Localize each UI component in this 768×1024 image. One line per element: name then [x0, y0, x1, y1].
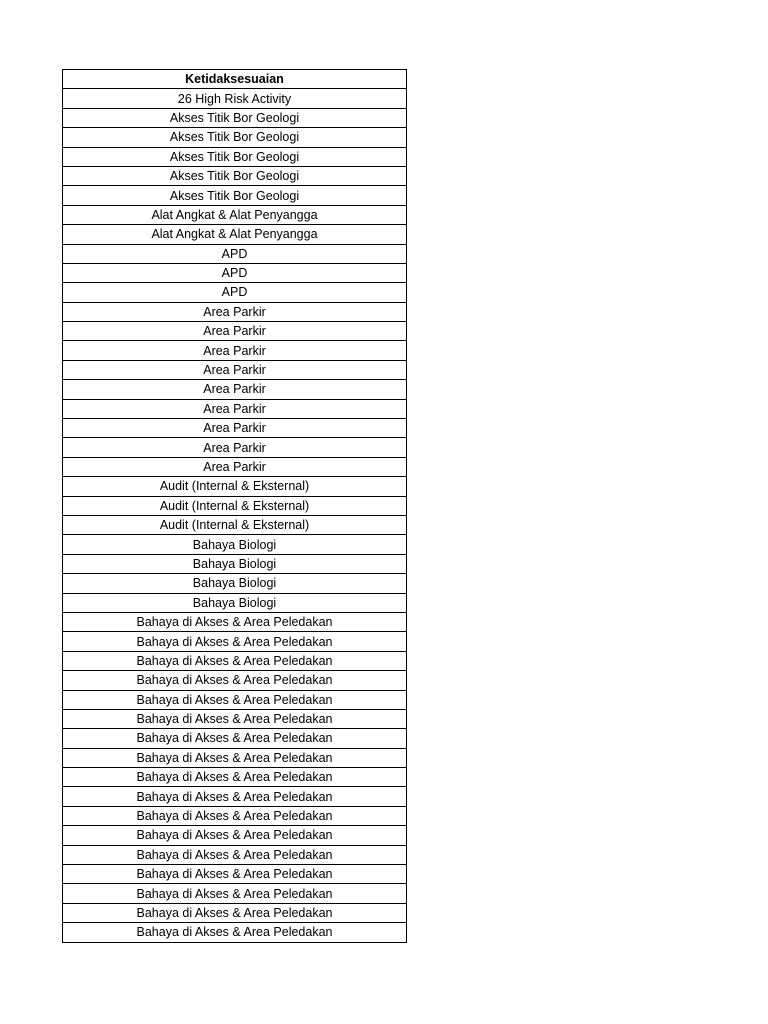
table-cell: Bahaya di Akses & Area Peledakan	[63, 884, 407, 903]
table-cell: Alat Angkat & Alat Penyangga	[63, 225, 407, 244]
table-row	[63, 923, 407, 942]
table-row	[63, 205, 407, 224]
table-row	[63, 612, 407, 631]
table-row	[63, 651, 407, 670]
table-row	[63, 535, 407, 554]
table-row	[63, 186, 407, 205]
table-cell: Bahaya di Akses & Area Peledakan	[63, 612, 407, 631]
table-row	[63, 108, 407, 127]
table-cell: 26 High Risk Activity	[63, 89, 407, 108]
table-cell: APD	[63, 283, 407, 302]
table-cell: Akses Titik Bor Geologi	[63, 147, 407, 166]
table-header-row	[63, 70, 407, 89]
table-row	[63, 244, 407, 263]
table-cell: Bahaya di Akses & Area Peledakan	[63, 651, 407, 670]
table-row	[63, 263, 407, 282]
table-row	[63, 457, 407, 476]
table-row	[63, 884, 407, 903]
table-cell: Area Parkir	[63, 322, 407, 341]
table-cell: Area Parkir	[63, 419, 407, 438]
table-cell: Area Parkir	[63, 302, 407, 321]
table-cell: Area Parkir	[63, 380, 407, 399]
table-cell: Akses Titik Bor Geologi	[63, 128, 407, 147]
table-cell: Bahaya di Akses & Area Peledakan	[63, 671, 407, 690]
table-cell: Bahaya di Akses & Area Peledakan	[63, 903, 407, 922]
table-cell: Bahaya di Akses & Area Peledakan	[63, 787, 407, 806]
table-row	[63, 729, 407, 748]
table-cell: Bahaya Biologi	[63, 593, 407, 612]
table-row	[63, 768, 407, 787]
table-cell: Audit (Internal & Eksternal)	[63, 477, 407, 496]
table-row	[63, 671, 407, 690]
table-row	[63, 826, 407, 845]
table-row	[63, 477, 407, 496]
table-cell: Bahaya Biologi	[63, 574, 407, 593]
table-row	[63, 903, 407, 922]
table-row	[63, 360, 407, 379]
table-row	[63, 147, 407, 166]
table-row	[63, 128, 407, 147]
table-cell: Audit (Internal & Eksternal)	[63, 496, 407, 515]
table-row	[63, 865, 407, 884]
table-row	[63, 554, 407, 573]
table-cell: Area Parkir	[63, 341, 407, 360]
table-row	[63, 302, 407, 321]
table-row	[63, 399, 407, 418]
table-cell: Bahaya di Akses & Area Peledakan	[63, 690, 407, 709]
table-cell: Bahaya di Akses & Area Peledakan	[63, 826, 407, 845]
table-row	[63, 806, 407, 825]
table-row	[63, 89, 407, 108]
table-cell: APD	[63, 263, 407, 282]
table-row	[63, 574, 407, 593]
table-cell: Area Parkir	[63, 457, 407, 476]
table-cell: Area Parkir	[63, 360, 407, 379]
table-row	[63, 787, 407, 806]
table-row	[63, 225, 407, 244]
table-cell: Akses Titik Bor Geologi	[63, 108, 407, 127]
table-row	[63, 593, 407, 612]
table-row	[63, 632, 407, 651]
table-cell: Bahaya di Akses & Area Peledakan	[63, 729, 407, 748]
spreadsheet-page	[62, 69, 407, 943]
table-row	[63, 341, 407, 360]
table-row	[63, 322, 407, 341]
table-cell: Alat Angkat & Alat Penyangga	[63, 205, 407, 224]
column-header-ketidaksesuaian: Ketidaksesuaian	[63, 70, 407, 89]
table-cell: Bahaya di Akses & Area Peledakan	[63, 806, 407, 825]
table-cell: Bahaya di Akses & Area Peledakan	[63, 923, 407, 942]
table-cell: Bahaya Biologi	[63, 554, 407, 573]
table-row	[63, 166, 407, 185]
table-row	[63, 283, 407, 302]
table-row	[63, 709, 407, 728]
table-cell: APD	[63, 244, 407, 263]
table-row	[63, 748, 407, 767]
table-cell: Bahaya di Akses & Area Peledakan	[63, 768, 407, 787]
data-table	[62, 69, 407, 943]
table-cell: Bahaya di Akses & Area Peledakan	[63, 632, 407, 651]
table-cell: Bahaya Biologi	[63, 535, 407, 554]
table-row	[63, 845, 407, 864]
table-cell: Audit (Internal & Eksternal)	[63, 515, 407, 534]
table-cell: Area Parkir	[63, 438, 407, 457]
table-row	[63, 438, 407, 457]
table-row	[63, 419, 407, 438]
table-cell: Bahaya di Akses & Area Peledakan	[63, 865, 407, 884]
table-cell: Bahaya di Akses & Area Peledakan	[63, 709, 407, 728]
table-cell: Akses Titik Bor Geologi	[63, 166, 407, 185]
table-cell: Bahaya di Akses & Area Peledakan	[63, 845, 407, 864]
table-body	[63, 89, 407, 942]
table-cell: Area Parkir	[63, 399, 407, 418]
table-cell: Bahaya di Akses & Area Peledakan	[63, 748, 407, 767]
table-row	[63, 496, 407, 515]
table-row	[63, 515, 407, 534]
table-row	[63, 380, 407, 399]
table-cell: Akses Titik Bor Geologi	[63, 186, 407, 205]
table-row	[63, 690, 407, 709]
